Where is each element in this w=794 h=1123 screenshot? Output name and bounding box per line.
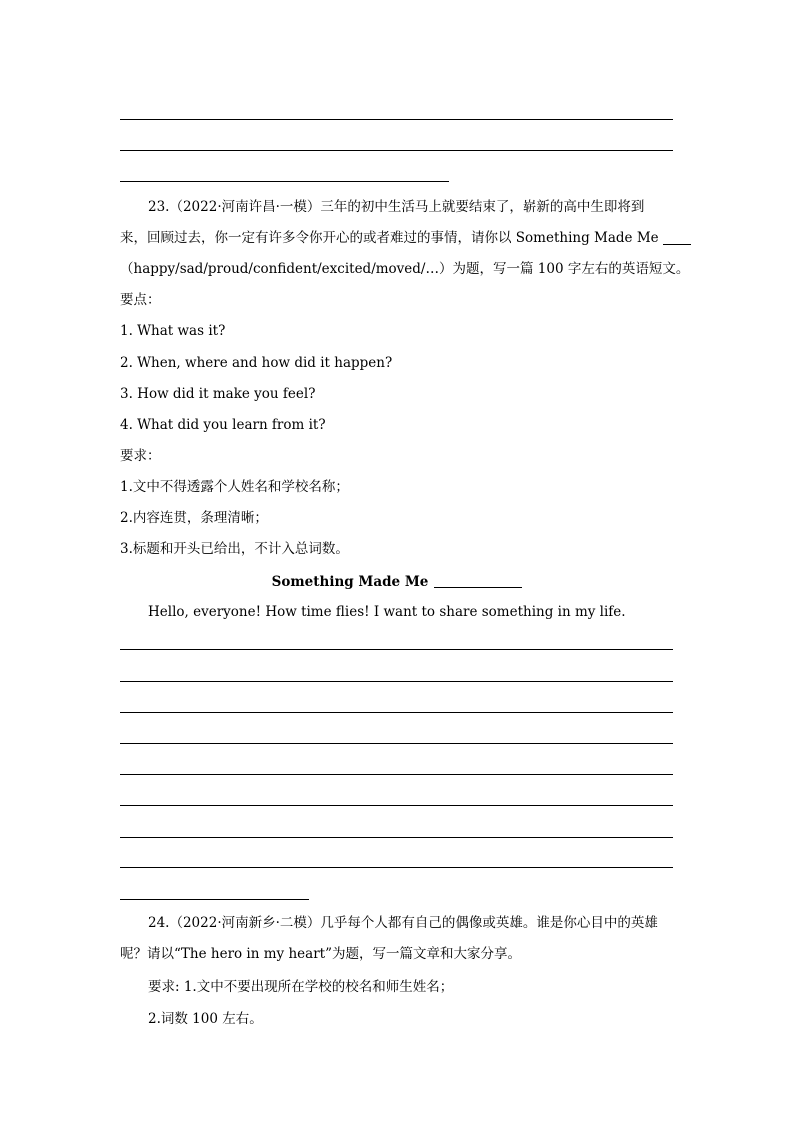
q23-point-item: 1. What was it? [120, 323, 226, 339]
answer-line[interactable] [120, 119, 673, 120]
writing-line[interactable] [120, 681, 673, 682]
essay-title-blank[interactable] [434, 574, 522, 588]
q24-requirement-2: 2.词数 100 左右。 [148, 1011, 263, 1027]
q24-prompt-line-1: 24.（2022·河南新乡·二模）几乎每个人都有自己的偶像或英雄。谁是你心目中的英雄 [148, 915, 658, 931]
writing-line[interactable] [120, 867, 673, 868]
q23-prompt-line-3: （happy/sad/proud/confident/excited/moved/…）为题，写一篇 100 字左右的英语短文。 [120, 261, 690, 277]
q23-title-blank[interactable] [663, 231, 691, 245]
writing-line[interactable] [120, 743, 673, 744]
writing-line[interactable] [120, 712, 673, 713]
q23-point-item: 3. How did it make you feel? [120, 386, 316, 402]
q23-points-heading: 要点： [120, 292, 161, 308]
writing-line[interactable] [120, 805, 673, 806]
q24-prompt-line-2: 呢？请以“The hero in my heart”为题，写一篇文章和大家分享。 [120, 946, 521, 962]
q23-requirement-item: 2.内容连贯，条理清晰； [120, 510, 268, 526]
q24-requirement-1: 要求: 1.文中不要出现所在学校的校名和师生姓名； [148, 979, 454, 995]
writing-line[interactable] [120, 649, 673, 650]
writing-line[interactable] [120, 899, 309, 900]
writing-line[interactable] [120, 837, 673, 838]
q23-point-item: 2. When, where and how did it happen? [120, 355, 393, 371]
essay-opening: Hello, everyone! How time flies! I want to share something in my life. [148, 604, 626, 620]
q23-prompt-line-1: 23.（2022·河南许昌·一模）三年的初中生活马上就要结束了，崭新的高中生即将到 [148, 199, 645, 215]
q23-requirements-heading: 要求： [120, 448, 161, 464]
q23-prompt-line-2 [120, 230, 680, 246]
q23-requirement-item: 3.标题和开头已给出，不计入总词数。 [120, 541, 349, 557]
writing-line[interactable] [120, 774, 673, 775]
q23-requirement-item: 1.文中不得透露个人姓名和学校名称； [120, 479, 349, 495]
essay-title [0, 574, 794, 590]
answer-line[interactable] [120, 181, 449, 182]
answer-line[interactable] [120, 150, 673, 151]
q23-prompt-line-2-text: 来，回顾过去，你一定有许多令你开心的或者难过的事情，请你以 Something Made Me [120, 230, 659, 246]
q23-point-item: 4. What did you learn from it? [120, 417, 326, 433]
essay-title-text: Something Made Me [271, 574, 429, 590]
